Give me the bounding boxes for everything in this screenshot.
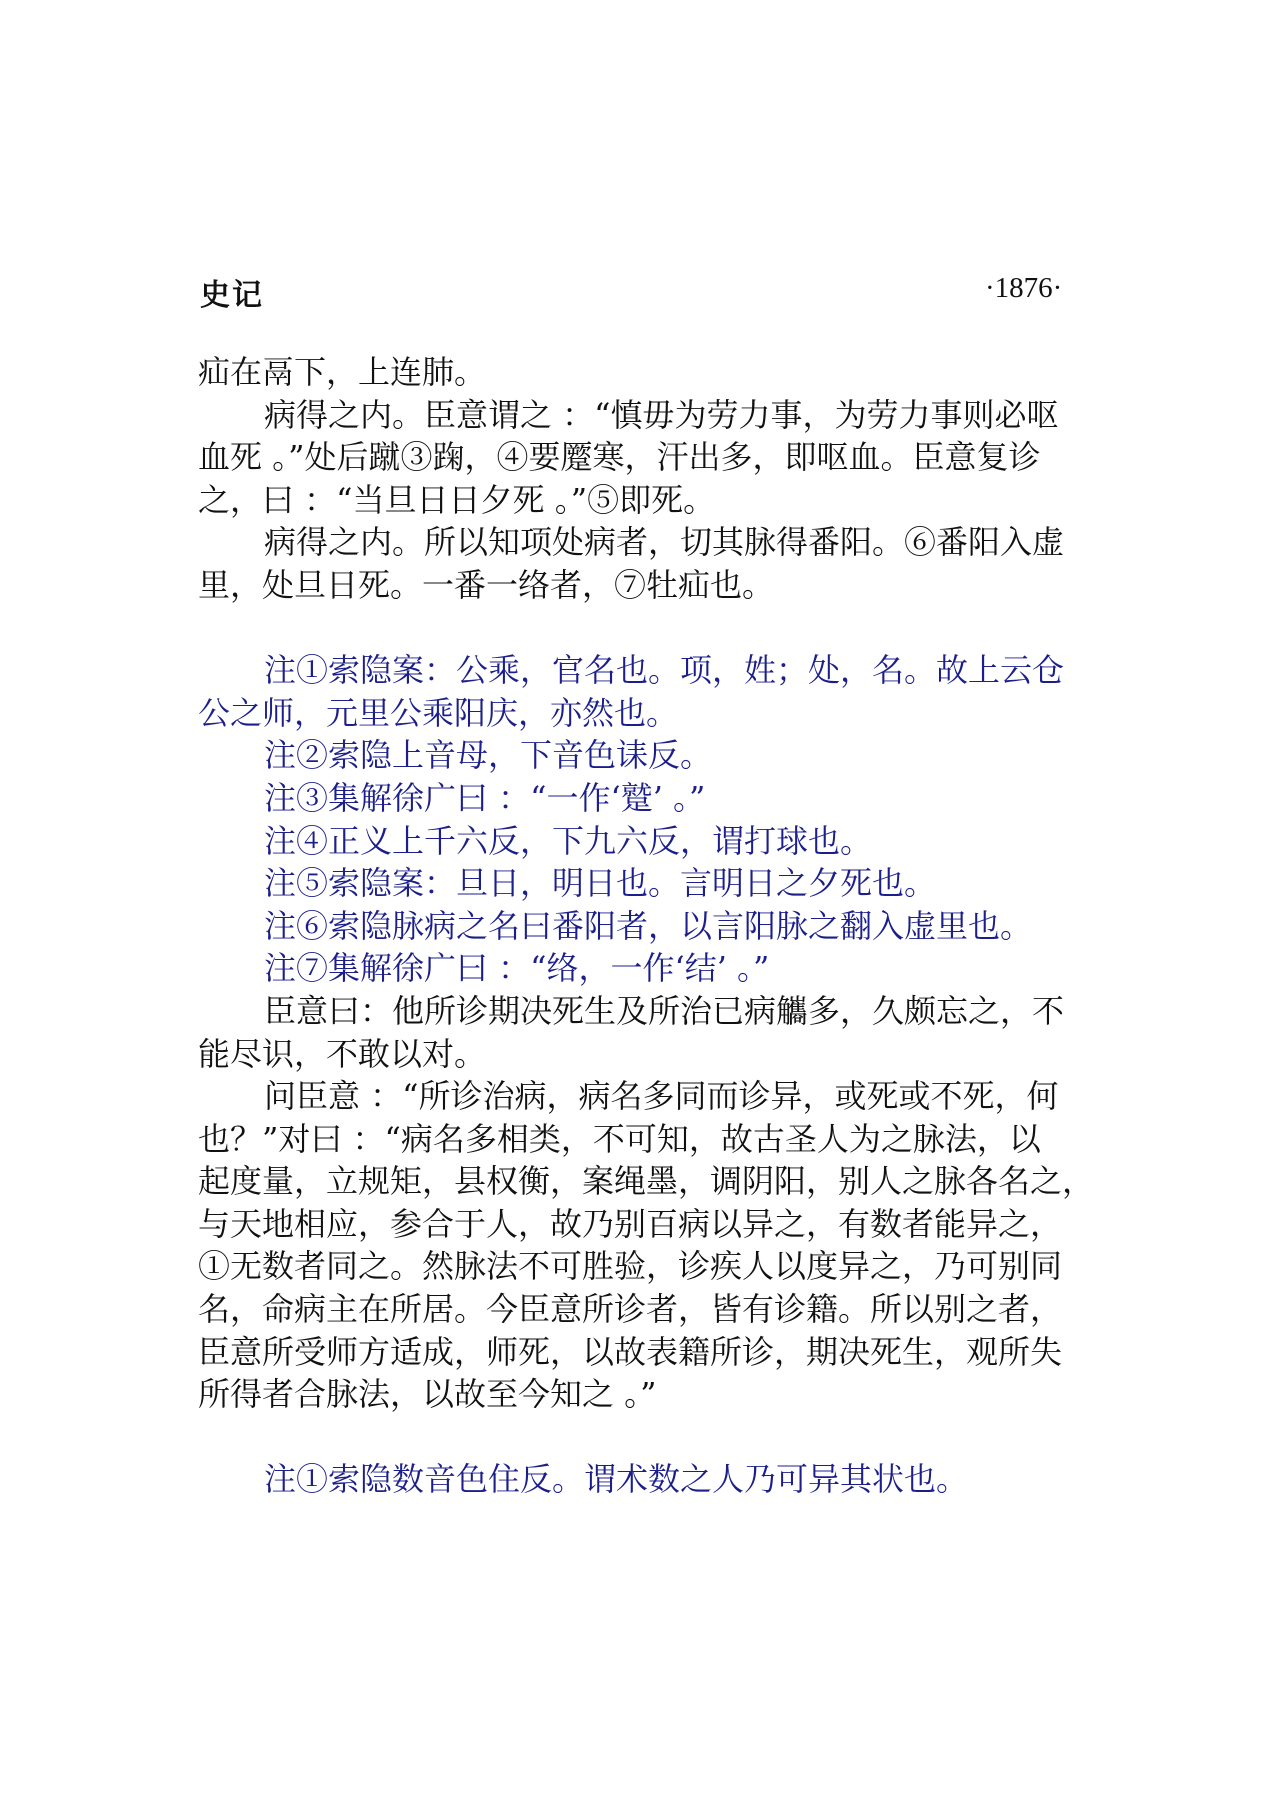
note-line: 注⑥索隐脉病之名曰番阳者，以言阳脉之翻入虚里也。 bbox=[264, 906, 1033, 945]
text-line: 所得者合脉法，以故至今知之 。” bbox=[198, 1375, 657, 1414]
text-line: 名，命病主在所居。今臣意所诊者，皆有诊籍。所以别之者， bbox=[198, 1290, 1063, 1329]
note-line: 公之师，元里公乘阳庆，亦然也。 bbox=[198, 693, 679, 732]
body-text bbox=[198, 351, 1098, 1501]
blank-line bbox=[198, 1416, 1098, 1459]
text-line: 臣意曰：他所诊期决死生及所治已病觿多，久颇忘之，不 bbox=[264, 991, 1065, 1030]
note-line: 注②索隐上音母，下音色诔反。 bbox=[264, 736, 713, 775]
blank-line bbox=[198, 607, 1098, 650]
note-line: 注③集解徐广曰 ：“一作‘蹵’ 。” bbox=[264, 778, 706, 817]
text-line: 问臣意 ：“所诊治病，病名多同而诊异，或死或不死，何 bbox=[264, 1077, 1059, 1116]
note-line: 注⑦集解徐广曰 ：“络，一作‘结’ 。” bbox=[264, 949, 770, 988]
note-line: 注④正义上千六反，下九六反，谓打球也。 bbox=[264, 821, 873, 860]
text-line: 与天地相应，参合于人，故乃别百病以异之，有数者能异之， bbox=[198, 1204, 1063, 1243]
text-line: 臣意所受师方适成，师死，以故表籍所诊，期决死生，观所失 bbox=[198, 1332, 1063, 1371]
text-line: 血死 。”处后蹴③踘，④要蹷寒，汗出多，即呕血。臣意复诊 bbox=[198, 438, 1041, 477]
text-line: 之，曰 ：“当旦日日夕死 。”⑤即死。 bbox=[198, 480, 716, 519]
text-line: 里，处旦日死。一番一络者，⑦牡疝也。 bbox=[198, 565, 775, 604]
text-line: 能尽识，不敢以对。 bbox=[198, 1034, 487, 1073]
text-line: ①无数者同之。然脉法不可胜验，诊疾人以度异之，乃可别同 bbox=[198, 1247, 1063, 1286]
note-line: 注①索隐案：公乘，官名也。项，姓；处，名。故上云仓 bbox=[264, 651, 1065, 690]
text-line: 病得之内。臣意谓之 ：“慎毋为劳力事，为劳力事则必呕 bbox=[264, 395, 1059, 434]
text-line: 病得之内。所以知项处病者，切其脉得番阳。⑥番阳入虚 bbox=[264, 523, 1065, 562]
text-line: 也？”对曰 ：“病名多相类，不可知，故古圣人为之脉法，以 bbox=[198, 1119, 1041, 1158]
note-line: 注⑤索隐案：旦日，明日也。言明日之夕死也。 bbox=[264, 864, 937, 903]
text-line: 疝在鬲下，上连肺。 bbox=[198, 353, 487, 391]
text-line: 起度量，立规矩，县权衡，案绳墨，调阴阳，别人之脉各名之， bbox=[198, 1162, 1095, 1201]
book-title: 史记 bbox=[200, 278, 264, 313]
page-number: ·1876· bbox=[985, 272, 1063, 304]
note-line: 注①索隐数音色住反。谓术数之人乃可异其状也。 bbox=[264, 1460, 969, 1499]
